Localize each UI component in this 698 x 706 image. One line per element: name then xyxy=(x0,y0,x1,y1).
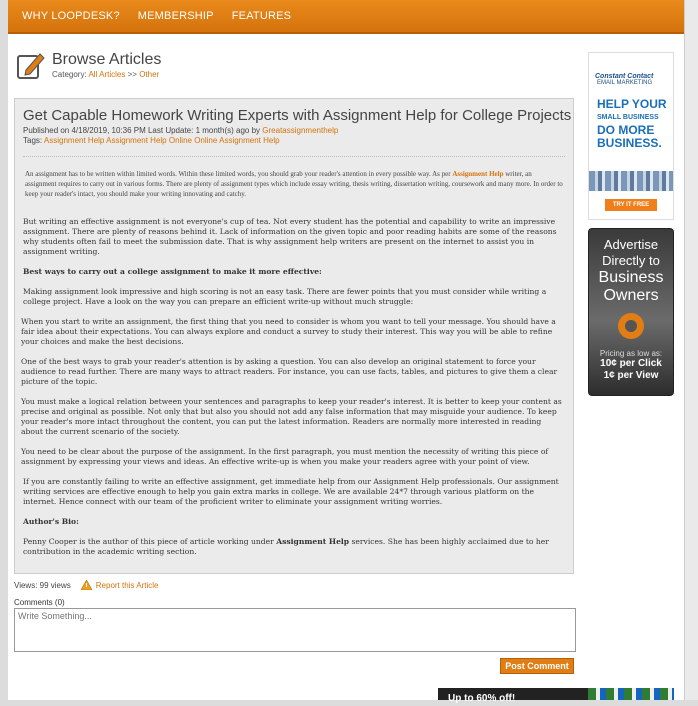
assignment-help-link[interactable]: Assignment Help xyxy=(452,170,504,178)
nav-membership[interactable]: MEMBERSHIP xyxy=(137,10,214,22)
author-bio-heading: Author's Bio: xyxy=(23,517,79,526)
advertise-ad[interactable] xyxy=(588,228,674,396)
ad-headline: HELP YOUR SMALL BUSINESS DO MORE BUSINESS. xyxy=(597,97,667,150)
report-article[interactable] xyxy=(81,580,159,590)
constant-contact-ad[interactable] xyxy=(588,52,674,220)
ad-brand: Constant Contact xyxy=(595,73,654,80)
comment-input[interactable] xyxy=(14,608,576,652)
ad-headline: Advertise Directly to Business Owners xyxy=(598,237,664,304)
view-count: Views: 99 views xyxy=(14,580,71,590)
bottom-banner-ad[interactable] xyxy=(438,688,674,704)
author-link[interactable]: Greatassignmenthelp xyxy=(262,126,339,135)
breadcrumb-all-articles[interactable]: All Articles xyxy=(88,70,126,79)
warning-icon xyxy=(81,580,92,590)
article-intro: An assignment has to be written within limited words. Within these limited words, you should grab your reader's attention in every possible way. As per Assignment Help writer, an assignment requires to carry out in various forms. There are plenty of assignment types which include essay writing, thesis writing, dissertation writing, coursework and many more. In order to keep your reader's intact, you should make your writing innovating and catchy. xyxy=(25,170,563,198)
tags-links[interactable]: Assignment Help Assignment Help Online Online Assignment Help xyxy=(43,136,280,145)
article-body xyxy=(23,217,563,557)
divider xyxy=(23,156,565,157)
paragraph: When you start to write an assignment, the first thing that you need to consider is whom you want to tell your message. You should have a fair idea about their expectations. You can always explore and conduct a survey to study their interest. This way you will be able to refine your choices and make the best decisions. xyxy=(21,317,556,346)
ad-text: Up to 60% off! xyxy=(448,693,516,704)
loopdesk-logo-icon xyxy=(618,313,644,339)
article-panel xyxy=(14,98,574,574)
author-bio: Penny Cooper is the author of this piece of article working under Assignment Help services. She has been highly acclaimed due to her contribution in the academic writing section. xyxy=(23,537,549,556)
section-heading: Best ways to carry out a college assignment to make it more effective: xyxy=(23,267,322,276)
paragraph: You must make a logical relation between your sentences and paragraphs to keep your reader's interest. It is better to keep your content as precise and original as possible. Not only that but also you should not add any false information that may misguide your audience. To keep your reader's more intact throughout the content, you can put the latest information. Readers are normally more interested in reading about the current scenario of the society. xyxy=(21,397,562,436)
article-meta: Published on 4/18/2019, 10:36 PM Last Update: 1 month(s) ago by Greatassignmenthelp Tags: Assignment Help Assignment Help Online Online Assignment Help xyxy=(23,126,339,145)
paragraph: One of the best ways to grab your reader's attention is by asking a question. You can also develop an original statement to force your audience to read further. There are many ways to attract readers. For instance, you can use facts, tables, and pictures to give them a clear picture of the topic. xyxy=(21,357,558,386)
top-nav xyxy=(8,0,684,34)
paragraph: Making assignment look impressive and high scoring is not an easy task. There are fewer points that you must consider while writing a college project. Have a look on the way you can prepare an efficient write-up without much struggle: xyxy=(23,287,547,306)
breadcrumb-other[interactable]: Other xyxy=(139,70,160,79)
scrollbar[interactable] xyxy=(684,0,698,700)
town-illustration xyxy=(589,171,673,191)
page-title: Browse Articles xyxy=(52,51,162,68)
paragraph: But writing an effective assignment is not everyone's cup of tea. Not every student has the potential and capability to write an impressive assignment. There are plenty of reasons behind it. Lack of information on the given topic and poor reading habits are some of the reasons why students often fail to meet the submission date. That is why assignment help writers are present on the internet to assist you in assignment writing. xyxy=(23,217,557,256)
ad-subtitle: EMAIL MARKETING xyxy=(597,80,653,86)
edit-article-icon xyxy=(16,50,46,80)
paragraph: If you are constantly failing to write an effective assignment, get immediate help from our Assignment Help professionals. Our assignment writing services are effective enough to help you gain extra marks in college. We are available 24*7 through various platform on the internet. Hence connect with our team of the proficient writer to eliminate your assignment writing worries. xyxy=(23,477,559,506)
page xyxy=(8,0,684,704)
article-stats xyxy=(14,580,158,590)
nav-why-loopdesk[interactable]: WHY LOOPDESK? xyxy=(22,10,120,22)
nav-features[interactable]: FEATURES xyxy=(231,10,292,22)
comments-label: Comments (0) xyxy=(14,598,65,607)
post-comment-button[interactable]: Post Comment xyxy=(500,658,574,674)
try-it-free-button[interactable]: TRY IT FREE xyxy=(605,199,657,211)
ad-image xyxy=(588,688,674,700)
ad-pricing: Pricing as low as: 10¢ per Click 1¢ per View xyxy=(599,349,663,381)
article-title: Get Capable Homework Writing Experts with Assignment Help for College Projects xyxy=(23,107,572,124)
breadcrumb: Category: All Articles >> Other xyxy=(52,70,160,79)
report-article-link[interactable]: Report this Article xyxy=(95,580,159,590)
paragraph: You need to be clear about the purpose of the assignment. In the first paragraph, you must mention the necessity of writing this piece of assignment by expressing your views and ideas. An effective write-up is when you make your readers agree with your point of view. xyxy=(21,447,549,466)
browse-header xyxy=(16,50,161,80)
